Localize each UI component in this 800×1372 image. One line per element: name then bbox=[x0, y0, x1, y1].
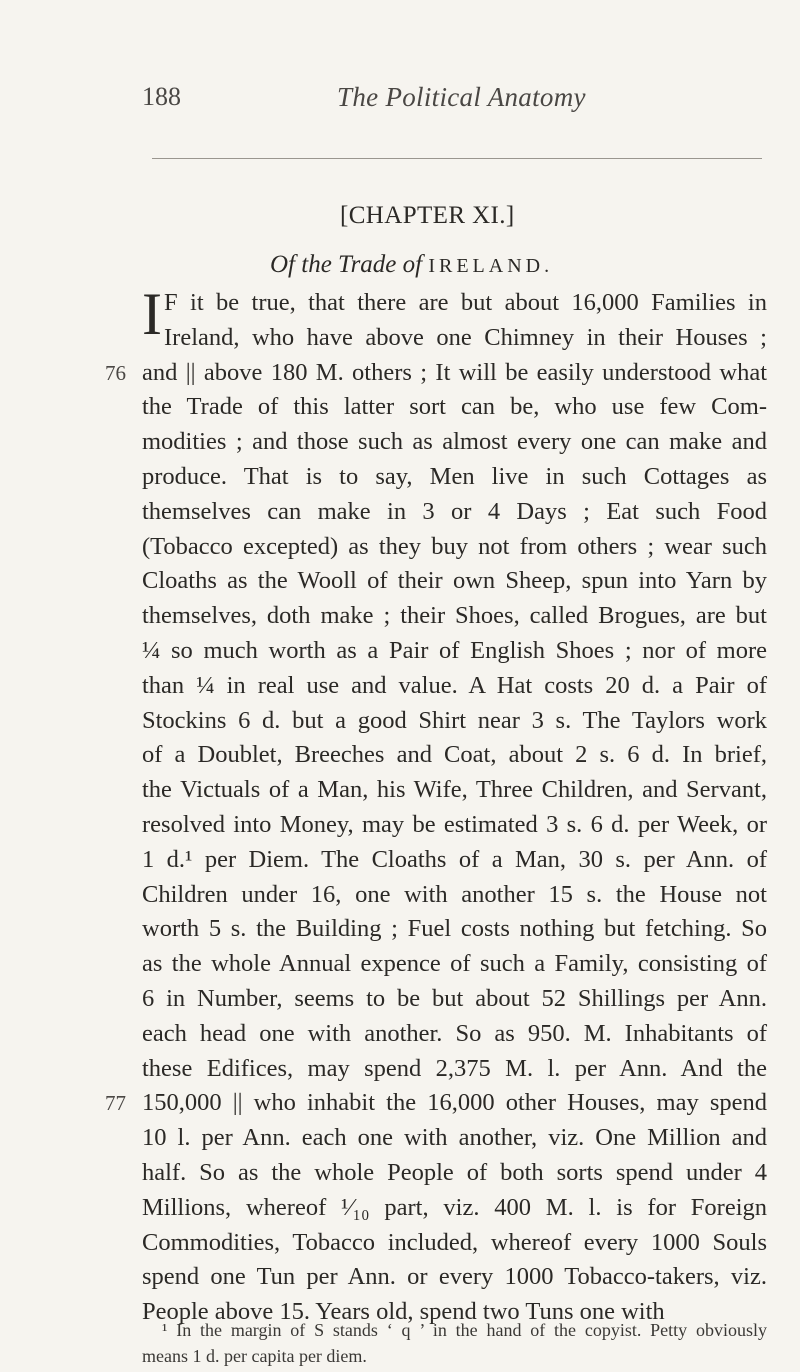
text-line bbox=[142, 564, 767, 599]
text-line bbox=[142, 530, 767, 565]
text-line bbox=[142, 634, 767, 669]
text-line-content: worth 5 s. the Building ; Fuel costs nothing but fetching. So bbox=[142, 915, 767, 943]
text-line-content: Stockins 6 d. but a good Shirt near 3 s. The Taylors work bbox=[142, 706, 767, 734]
footnote-line: ¹ In the margin of S stands ‘ q ’ in the hand of the copyist. Petty obviously bbox=[162, 1320, 767, 1340]
chapter-heading: [CHAPTER XI.] bbox=[340, 202, 515, 229]
text-line bbox=[142, 390, 767, 425]
text-line-content: the Victuals of a Man, his Wife, Three Children, and Servant, bbox=[142, 776, 767, 804]
text-line bbox=[142, 1121, 767, 1156]
text-line-content: produce. That is to say, Men live in such Cottages as bbox=[142, 462, 767, 490]
section-title-prefix: Of the Trade of bbox=[270, 251, 423, 278]
text-line-content: as the whole Annual expence of such a Family, consisting of bbox=[142, 950, 767, 978]
text-line-content: 1 d.¹ per Diem. The Cloaths of a Man, 30 s. per Ann. of bbox=[142, 845, 767, 873]
text-line bbox=[142, 1052, 767, 1087]
text-line-content: than ¼ in real use and value. A Hat costs 20 d. a Pair of bbox=[142, 671, 767, 699]
text-line bbox=[142, 808, 767, 843]
text-line bbox=[142, 321, 767, 356]
text-line bbox=[105, 356, 767, 391]
text-line bbox=[105, 1086, 767, 1121]
text-line-content: People above 15. Years old, spend two Tuns one with bbox=[142, 1298, 665, 1326]
header-rule bbox=[152, 158, 762, 159]
text-line-content: (Tobacco excepted) as they buy not from others ; wear such bbox=[142, 532, 767, 560]
text-line-content: spend one Tun per Ann. or every 1000 Tobacco-takers, viz. bbox=[142, 1263, 767, 1291]
text-line-content: themselves, doth make ; their Shoes, called Brogues, are but bbox=[142, 602, 767, 630]
text-line-content: the Trade of this latter sort can be, who use few Com- bbox=[142, 393, 767, 421]
text-line bbox=[142, 1017, 767, 1052]
body-text bbox=[105, 281, 767, 1330]
text-line bbox=[142, 460, 767, 495]
text-line-content: resolved into Money, may be estimated 3 s. 6 d. per Week, or bbox=[142, 810, 767, 838]
section-title-country: IRELAND. bbox=[428, 255, 554, 277]
text-line bbox=[142, 704, 767, 739]
text-line bbox=[142, 1260, 767, 1295]
text-line bbox=[142, 878, 767, 913]
text-line-content: these Edifices, may spend 2,375 M. l. per Ann. And the bbox=[142, 1054, 767, 1082]
text-line-content: F it be true, that there are but about 16,000 Families in bbox=[164, 289, 767, 316]
text-line bbox=[142, 1191, 767, 1226]
text-line-content: 10 l. per Ann. each one with another, viz. One Million and bbox=[142, 1124, 767, 1152]
text-line-content: modities ; and those such as almost every one can make and bbox=[142, 428, 767, 456]
text-line-content: each head one with another. So as 950. M. Inhabitants of bbox=[142, 1019, 767, 1047]
text-line-content: 6 in Number, seems to be but about 52 Shillings per Ann. bbox=[142, 984, 767, 1012]
text-line-content: 150,000 || who inhabit the 16,000 other Houses, may spend bbox=[142, 1089, 767, 1117]
text-line-content: Commodities, Tobacco included, whereof every 1000 Souls bbox=[142, 1228, 767, 1256]
text-line-content: Cloaths as the Wooll of their own Sheep, spun into Yarn by bbox=[142, 567, 767, 595]
text-line-content: ¼ so much worth as a Pair of English Shoes ; nor of more bbox=[142, 636, 767, 664]
page-number: 188 bbox=[142, 82, 181, 111]
text-line-content: and || above 180 M. others ; It will be easily understood what bbox=[142, 358, 767, 386]
margin-folio-number: 76 bbox=[105, 360, 126, 385]
text-line bbox=[142, 912, 767, 947]
footnotes bbox=[142, 1317, 767, 1369]
text-line bbox=[142, 738, 767, 773]
text-line-content: Children under 16, one with another 15 s. the House not bbox=[142, 880, 767, 908]
text-line bbox=[142, 947, 767, 982]
text-line bbox=[142, 773, 767, 808]
text-line bbox=[142, 425, 767, 460]
text-line bbox=[142, 1156, 767, 1191]
margin-folio-number: 77 bbox=[105, 1091, 126, 1116]
text-line bbox=[142, 286, 767, 321]
text-line bbox=[142, 669, 767, 704]
section-title bbox=[270, 251, 553, 279]
text-line-content: Ireland, who have above one Chimney in their Houses ; bbox=[164, 323, 767, 351]
running-title: The Political Anatomy bbox=[337, 82, 586, 112]
footnote-line: means 1 d. per capita per diem. bbox=[142, 1346, 367, 1366]
running-header bbox=[142, 82, 762, 122]
text-line bbox=[142, 982, 767, 1017]
text-line-content: Millions, whereof ¹⁄₁₀ part, viz. 400 M. l. is for Foreign bbox=[142, 1193, 767, 1221]
text-line bbox=[142, 495, 767, 530]
drop-cap: I bbox=[142, 281, 162, 347]
text-line-content: of a Doublet, Breeches and Coat, about 2 s. 6 d. In brief, bbox=[142, 741, 767, 769]
text-line-content: half. So as the whole People of both sorts spend under 4 bbox=[142, 1158, 767, 1186]
text-line bbox=[142, 843, 767, 878]
text-line bbox=[142, 599, 767, 634]
text-line-content: themselves can make in 3 or 4 Days ; Eat such Food bbox=[142, 497, 767, 525]
text-line bbox=[142, 1226, 767, 1261]
